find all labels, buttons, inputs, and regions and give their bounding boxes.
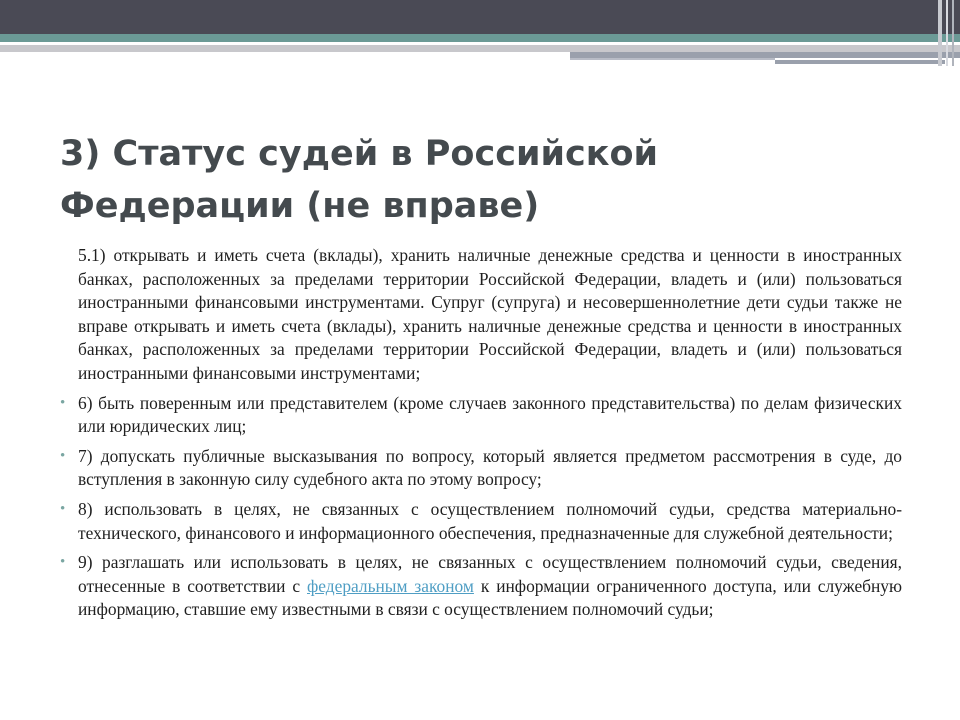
paragraph-text-before-link: 9) разглашать или использовать в целях, не связанных с осуществлением полномочий судьи, сведения, отнесенные в соответствии с (78, 552, 902, 596)
list-item-9 (60, 551, 902, 622)
paragraph-5-1 (60, 244, 902, 386)
list-item-8 (60, 498, 902, 545)
list-item-7 (60, 445, 902, 492)
bullet-icon: • (60, 554, 66, 571)
slide-title-line-1: 3) Статус судей в Российской (60, 134, 659, 174)
slide-body (60, 244, 902, 628)
header-vertical-bar (952, 0, 954, 66)
header-band-teal (0, 34, 960, 42)
paragraph-text: 6) быть поверенным или представителем (кроме случаев законного представительства) по делам физических или юридических лиц; (78, 392, 902, 437)
slide-title (60, 128, 760, 232)
header-line-right (775, 60, 945, 64)
paragraph-text-after-link: к информации ограниченного доступа, или служебную информацию, ставшие ему известными в связи с осуществлением полномочий судьи; (78, 575, 902, 620)
header-vertical-bar (946, 0, 948, 66)
paragraph-text: 8) использовать в целях, не связанных с осуществлением полномочий судьи, средства материально-технического, финансового и информационного обеспечения, предназначенные для служебной деятельности; (78, 498, 902, 543)
bullet-icon: • (60, 394, 66, 411)
header-band-gray (0, 45, 960, 52)
bullet-icon: • (60, 447, 66, 464)
federal-law-link[interactable]: федеральным законом (307, 575, 474, 596)
bullet-icon: • (60, 500, 66, 517)
slide-title-line-2: Федерации (не вправе) (60, 186, 540, 226)
paragraph-text: 5.1) открывать и иметь счета (вклады), хранить наличные денежные средства и ценности в иностранных банках, расположенных за пределами территории Российской Федерации, владеть и (или) пользоваться иностранными финансовыми инструментами. Супруг (супруга) и несовершеннолетние дети судьи также не вправе открывать и иметь счета (вклады), хранить наличные денежные средства и ценности в иностранных банках, расположенных за пределами территории Российской Федерации, владеть и (или) пользоваться иностранными финансовыми инструментами; (78, 245, 902, 383)
header-line-thin (570, 58, 775, 60)
header-vertical-bar (938, 0, 942, 66)
paragraph-text: 7) допускать публичные высказывания по вопросу, который является предметом рассмотрения в суде, до вступления в законную силу судебного акта по этому вопросу; (78, 445, 902, 490)
header-band-dark (0, 0, 960, 34)
list-item-6 (60, 392, 902, 439)
